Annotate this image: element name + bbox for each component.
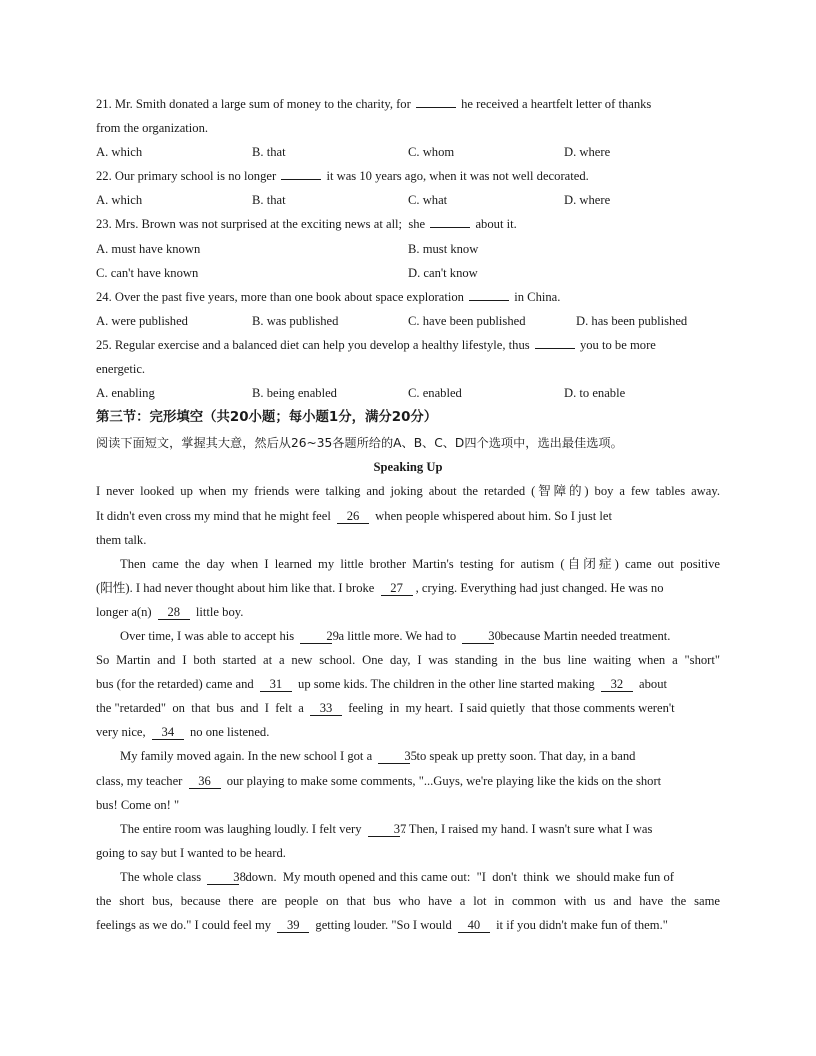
passage-line xyxy=(96,865,720,889)
passage-line xyxy=(96,696,720,720)
passage-line: bus! Come on! " xyxy=(96,797,180,812)
section-heading: 第三节：完形填空（共20小题；每小题1分，满分20分） xyxy=(96,410,438,426)
passage-text: (阳性). I had never thought about him like that. I broke xyxy=(96,580,375,595)
option-d: D. has been published xyxy=(576,313,688,328)
passage-line xyxy=(96,504,720,528)
passage-text: The entire room was laughing loudly. I felt very xyxy=(120,821,362,836)
passage-text: a little more. We had to xyxy=(338,628,457,643)
cloze-blank-33: 33 xyxy=(310,701,342,716)
passage-text: getting louder. "So I would xyxy=(315,918,452,933)
option-b: B. that xyxy=(252,145,286,160)
section-instruction: 阅读下面短文，掌握其大意，然后从26~35各题所给的A、B、C、D四个选项中，选出最佳选项。 xyxy=(96,436,623,451)
question-number: 23. xyxy=(96,217,112,232)
question-24-options xyxy=(96,309,720,333)
answer-blank xyxy=(281,166,321,180)
answer-blank xyxy=(430,214,470,228)
passage-text: It didn't even cross my mind that he might feel xyxy=(96,508,331,523)
passage-line xyxy=(96,672,720,696)
question-21-line-1 xyxy=(96,92,720,116)
question-number: 25. xyxy=(96,337,112,352)
question-stem: Mrs. Brown was not surprised at the exciting news at all; she xyxy=(114,217,426,232)
question-stem: about it. xyxy=(475,217,517,232)
passage-text: My family moved again. In the new school I got a xyxy=(120,749,373,764)
answer-blank xyxy=(416,94,456,108)
option-a: A. enabling xyxy=(96,386,155,401)
question-stem: Our primary school is no longer xyxy=(114,169,277,184)
option-a: A. which xyxy=(96,193,143,208)
question-number: 24. xyxy=(96,289,112,304)
passage-text: longer a(n) xyxy=(96,604,152,619)
option-d: D. to enable xyxy=(564,386,626,401)
question-number: 22. xyxy=(96,169,112,184)
option-a: A. which xyxy=(96,145,143,160)
passage-text: because Martin needed treatment. xyxy=(500,628,671,643)
passage-text: up some kids. The children in the other line started making xyxy=(298,677,595,692)
passage-text: very nice, xyxy=(96,725,146,740)
passage-line xyxy=(96,576,720,600)
passage-line: I never looked up when my friends were talking and joking about the retarded (智障的) boy a few tables away. xyxy=(96,484,720,499)
passage-text: down. My mouth opened and this came out: "I don't think we should make fun of xyxy=(245,869,674,884)
option-a: A. were published xyxy=(96,313,188,328)
question-stem: in China. xyxy=(514,289,561,304)
passage-text: class, my teacher xyxy=(96,773,183,788)
passage-text: our playing to make some comments, "...Guys, we're playing like the kids on the short xyxy=(226,773,662,788)
option-a: A. must have known xyxy=(96,241,201,256)
option-c: C. have been published xyxy=(408,313,526,328)
question-23-line-1 xyxy=(96,212,720,236)
cloze-blank-32: 32 xyxy=(601,677,633,692)
cloze-blank-30: 30 xyxy=(462,629,494,644)
passage-text: the "retarded" on that bus and I felt a xyxy=(96,701,304,716)
question-stem: Over the past five years, more than one book about space exploration xyxy=(114,289,464,304)
passage-line xyxy=(96,600,720,624)
passage-text: little boy. xyxy=(195,604,244,619)
passage-text: bus (for the retarded) came and xyxy=(96,677,254,692)
passage-text: feelings as we do." I could feel my xyxy=(96,918,272,933)
passage-line xyxy=(96,769,720,793)
cloze-blank-34: 34 xyxy=(152,725,184,740)
option-d: D. where xyxy=(564,145,611,160)
cloze-blank-36: 36 xyxy=(189,774,221,789)
cloze-blank-37: 37 xyxy=(368,822,400,837)
passage-line: the short bus, because there are people on that bus who have a lot in common with us and have the same xyxy=(96,894,720,908)
passage-text: , crying. Everything had just changed. He was no xyxy=(415,580,664,595)
passage-line xyxy=(96,913,720,937)
passage-text: . Then, I raised my hand. I wasn't sure what I was xyxy=(402,821,653,836)
passage-text: no one listened. xyxy=(189,725,270,740)
option-b: B. must know xyxy=(408,241,479,256)
option-b: B. being enabled xyxy=(252,386,337,401)
question-number: 21. xyxy=(96,97,112,111)
cloze-blank-29: 29 xyxy=(300,629,332,644)
answer-blank xyxy=(469,287,509,301)
option-d: D. can't know xyxy=(408,265,478,280)
question-21-line-2: from the organization. xyxy=(96,121,209,136)
passage-text: Over time, I was able to accept his xyxy=(120,628,295,643)
question-24-line-1 xyxy=(96,285,720,309)
question-22-line-1 xyxy=(96,164,720,188)
passage-text: when people whispered about him. So I just let xyxy=(375,508,612,523)
cloze-blank-40: 40 xyxy=(458,918,490,933)
passage-line: So Martin and I both started at a new school. One day, I was standing in the bus line waiting when a "short" xyxy=(96,653,720,668)
question-21-options xyxy=(96,140,720,164)
option-b: B. was published xyxy=(252,313,339,328)
passage-line xyxy=(96,624,720,648)
cloze-blank-38: 38 xyxy=(207,870,239,885)
exam-page xyxy=(96,92,720,937)
option-c: C. enabled xyxy=(408,386,462,401)
question-25-options xyxy=(96,381,720,405)
passage-line: Then came the day when I learned my little brother Martin's testing for autism (自闭症) came out positive xyxy=(120,556,720,571)
question-stem: Mr. Smith donated a large sum of money to the charity, for xyxy=(114,97,411,111)
passage-line: going to say but I wanted to be heard. xyxy=(96,845,286,860)
passage-text: to speak up pretty soon. That day, in a band xyxy=(416,749,636,764)
cloze-blank-28: 28 xyxy=(158,605,190,620)
question-22-options xyxy=(96,188,720,212)
passage-text: about xyxy=(639,677,668,692)
cloze-blank-35: 35 xyxy=(378,749,410,764)
option-d: D. where xyxy=(564,193,611,208)
question-stem: it was 10 years ago, when it was not well decorated. xyxy=(326,169,589,184)
passage-line xyxy=(96,744,720,768)
question-23-options-row-2 xyxy=(96,261,720,285)
cloze-blank-26: 26 xyxy=(337,509,369,524)
passage-text: feeling in my heart. I said quietly that those comments weren't xyxy=(348,701,675,716)
passage-line xyxy=(96,720,720,744)
option-b: B. that xyxy=(252,193,286,208)
passage-line: them talk. xyxy=(96,532,147,547)
answer-blank xyxy=(535,335,575,349)
option-c: C. can't have known xyxy=(96,265,199,280)
question-stem: you to be more xyxy=(579,337,656,352)
question-stem: Regular exercise and a balanced diet can help you develop a healthy lifestyle, thus xyxy=(114,337,530,352)
cloze-blank-27: 27 xyxy=(381,581,413,596)
option-c: C. what xyxy=(408,193,448,208)
question-23-options-row-1 xyxy=(96,237,720,261)
passage-title: Speaking Up xyxy=(373,460,443,475)
cloze-blank-31: 31 xyxy=(260,677,292,692)
passage-text: The whole class xyxy=(120,869,202,884)
passage-line xyxy=(96,817,720,841)
question-25-line-1 xyxy=(96,333,720,357)
option-c: C. whom xyxy=(408,145,455,160)
question-25-line-2: energetic. xyxy=(96,362,146,377)
cloze-blank-39: 39 xyxy=(277,918,309,933)
question-stem: he received a heartfelt letter of thanks xyxy=(461,97,652,111)
passage-text: it if you didn't make fun of them." xyxy=(496,918,668,933)
